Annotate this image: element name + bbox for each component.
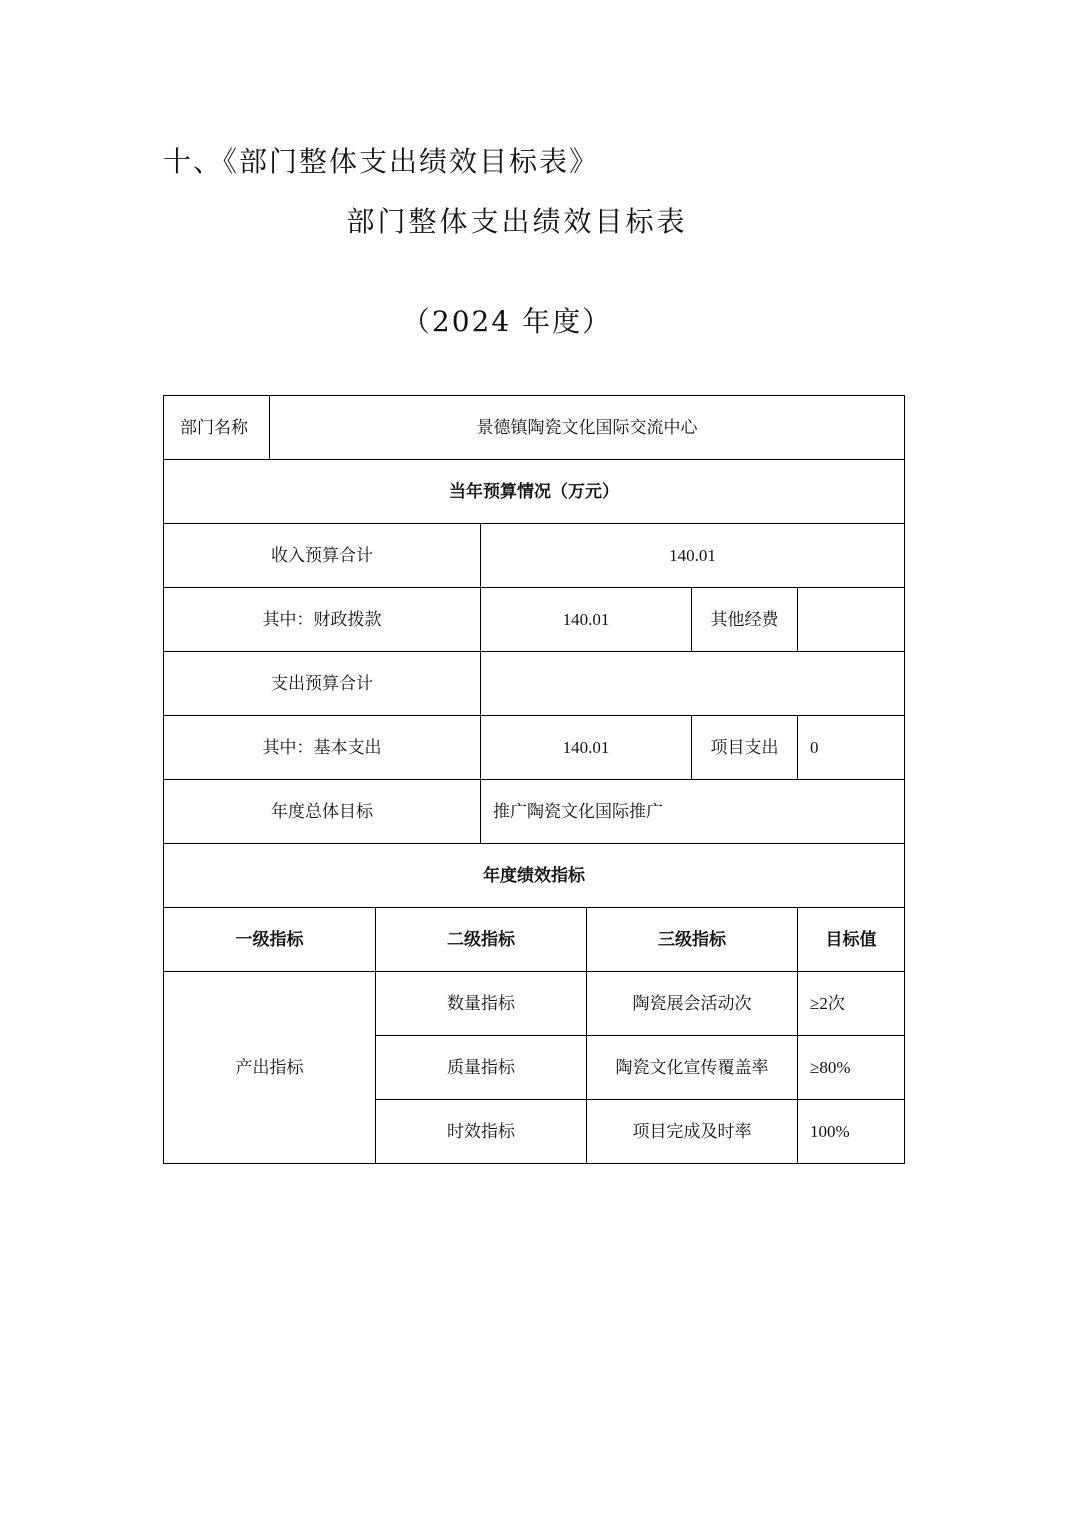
expense-total-value (481, 652, 905, 716)
col-header-level1: 一级指标 (164, 908, 376, 972)
annual-goal-value: 推广陶瓷文化国际推广 (481, 780, 905, 844)
indicators-section-header: 年度绩效指标 (164, 844, 905, 908)
level2-indicator: 质量指标 (376, 1036, 587, 1100)
section-heading: 十、《部门整体支出绩效目标表》 (163, 145, 600, 178)
budget-section-header: 当年预算情况（万元） (164, 460, 905, 524)
level2-indicator: 数量指标 (376, 972, 587, 1036)
income-total-row (164, 524, 905, 588)
fiscal-row (164, 588, 905, 652)
performance-table (163, 395, 905, 1164)
dept-name-label: 部门名称 (164, 396, 270, 460)
level3-indicator: 陶瓷文化宣传覆盖率 (587, 1036, 798, 1100)
project-expense-label: 项目支出 (692, 716, 798, 780)
target-value: ≥80% (798, 1036, 905, 1100)
col-header-level3: 三级指标 (587, 908, 798, 972)
target-value: ≥2次 (798, 972, 905, 1036)
project-expense-value: 0 (798, 716, 905, 780)
indicators-header-row (164, 844, 905, 908)
dept-name-value: 景德镇陶瓷文化国际交流中心 (270, 396, 905, 460)
col-header-level2: 二级指标 (376, 908, 587, 972)
level3-indicator: 陶瓷展会活动次 (587, 972, 798, 1036)
level2-indicator: 时效指标 (376, 1100, 587, 1164)
fiscal-allocation-value: 140.01 (481, 588, 692, 652)
basic-expense-label: 其中：基本支出 (164, 716, 481, 780)
expense-total-label: 支出预算合计 (164, 652, 481, 716)
fiscal-allocation-label: 其中：财政拨款 (164, 588, 481, 652)
document-year: （2024 年度） (401, 305, 613, 338)
target-value: 100% (798, 1100, 905, 1164)
annual-goal-row (164, 780, 905, 844)
indicator-col-header-row (164, 908, 905, 972)
table-row (164, 972, 905, 1036)
document-title: 部门整体支出绩效目标表 (346, 205, 688, 238)
level1-indicator: 产出指标 (164, 972, 376, 1164)
income-total-value: 140.01 (481, 524, 905, 588)
basic-expense-row (164, 716, 905, 780)
other-funds-label: 其他经费 (692, 588, 798, 652)
basic-expense-value: 140.01 (481, 716, 692, 780)
income-total-label: 收入预算合计 (164, 524, 481, 588)
level3-indicator: 项目完成及时率 (587, 1100, 798, 1164)
annual-goal-label: 年度总体目标 (164, 780, 481, 844)
expense-total-row (164, 652, 905, 716)
col-header-target: 目标值 (798, 908, 905, 972)
dept-row (164, 396, 905, 460)
other-funds-value (798, 588, 905, 652)
budget-header-row (164, 460, 905, 524)
